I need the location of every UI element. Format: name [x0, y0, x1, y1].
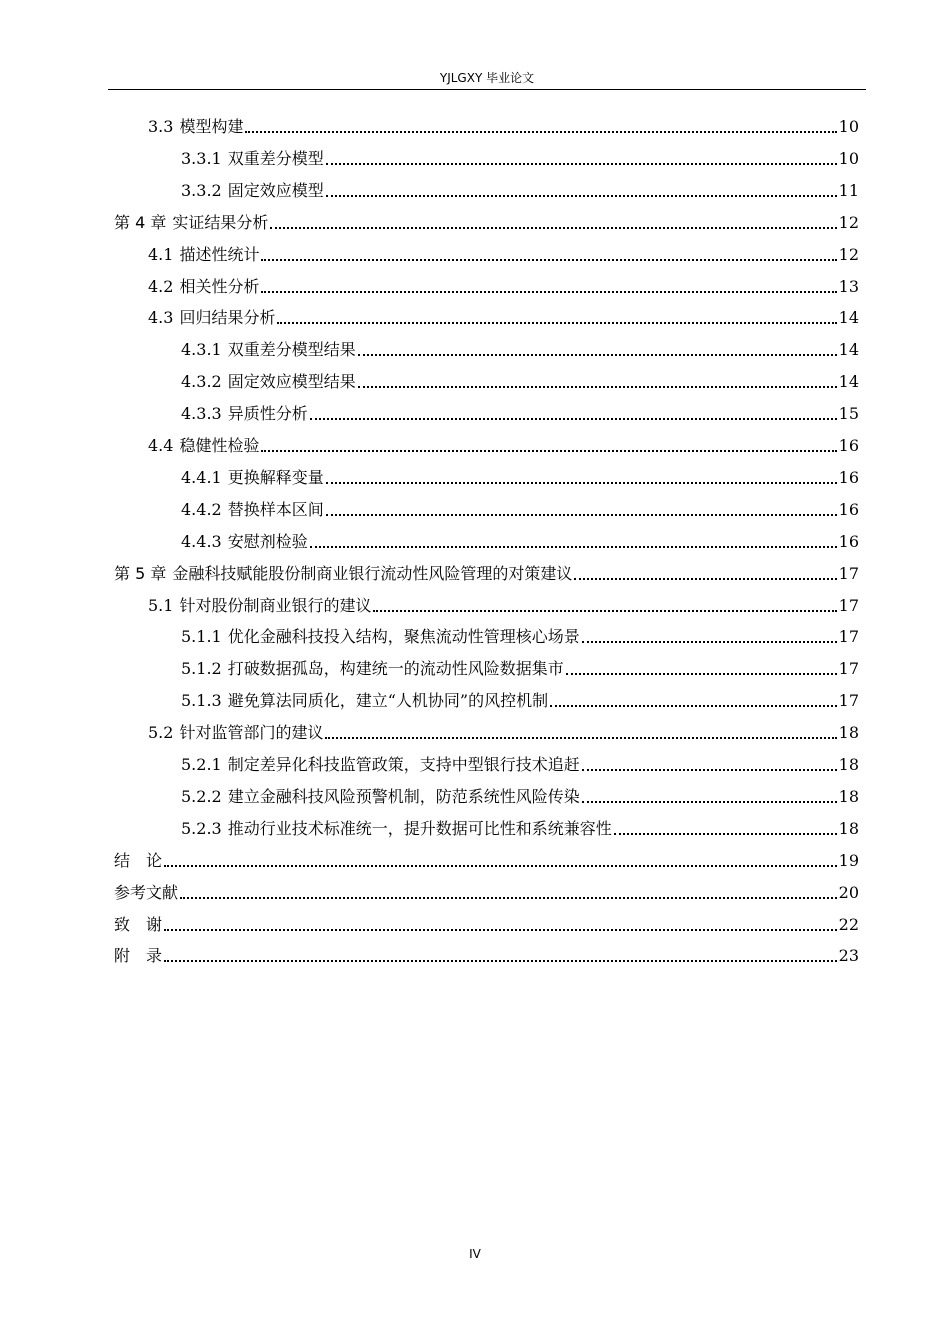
toc-entry-page: 16 [838, 531, 859, 551]
toc-entry-title: 致 谢 [114, 914, 163, 934]
toc-entry-number: 4.1 [148, 244, 174, 264]
toc-entry-title: 推动行业技术标准统一，提升数据可比性和系统兼容性 [227, 818, 612, 838]
page-header [108, 68, 866, 90]
toc-entry[interactable] [181, 370, 859, 394]
toc-entry-title: 制定差异化科技监管政策，支持中型银行技术追赶 [227, 755, 580, 774]
toc-entry-page: 17 [838, 691, 859, 711]
toc-entry[interactable] [181, 498, 859, 522]
toc-entry[interactable] [181, 147, 859, 171]
toc-entry-number: 5.1.3 [181, 691, 222, 711]
toc-entry-page: 10 [838, 117, 859, 136]
toc-leader-dots [261, 450, 836, 452]
toc-entry-title: 固定效应模型 [227, 180, 324, 200]
toc-entry[interactable] [181, 817, 859, 841]
toc-leader-dots [582, 641, 837, 643]
toc-entry-page: 18 [838, 755, 859, 774]
toc-leader-dots [373, 610, 836, 612]
toc-entry-title: 回归结果分析 [179, 308, 276, 328]
toc-entry-title: 模型构建 [179, 117, 244, 136]
toc-entry-number: 4.3.2 [181, 372, 222, 392]
toc-entry[interactable] [148, 434, 859, 458]
toc-entry-page: 15 [838, 404, 859, 424]
toc-entry[interactable] [114, 211, 859, 235]
toc-entry[interactable] [181, 530, 859, 554]
toc-entry[interactable] [181, 625, 859, 649]
toc-leader-dots [358, 386, 837, 388]
page-number: IV [469, 1247, 481, 1261]
toc-entry-number: 4.4 [148, 436, 174, 455]
toc-entry[interactable] [148, 721, 859, 745]
toc-entry-title: 打破数据孤岛，构建统一的流动性风险数据集市 [227, 659, 564, 679]
toc-entry[interactable] [181, 466, 859, 490]
toc-entry-page: 14 [838, 372, 859, 392]
toc-leader-dots [326, 514, 837, 516]
toc-entry-page: 14 [838, 308, 859, 328]
toc-entry-number: 5.2.3 [181, 818, 222, 838]
toc-leader-dots [566, 673, 837, 675]
toc-leader-dots [245, 131, 836, 133]
toc-entry-title: 稳健性检验 [179, 436, 260, 455]
toc-entry-title: 双重差分模型 [227, 148, 324, 168]
toc-entry-number: 4.4.1 [181, 467, 222, 487]
toc-leader-dots [164, 865, 837, 867]
toc-entry-title: 建立金融科技风险预警机制，防范系统性风险传染 [227, 786, 580, 806]
toc-entry-page: 18 [838, 786, 859, 806]
toc-entry-page: 18 [838, 818, 859, 838]
toc-entry-number: 4.4.3 [181, 531, 222, 551]
toc-entry[interactable] [148, 594, 859, 618]
toc-entry-number: 5.2.2 [181, 786, 222, 806]
toc-entry[interactable] [114, 881, 859, 905]
toc-entry-number: 5.1.2 [181, 659, 222, 679]
toc-leader-dots [180, 897, 837, 899]
toc-entry-number: 5.1.1 [181, 627, 222, 647]
toc-entry[interactable] [181, 753, 859, 777]
toc-entry-title: 双重差分模型结果 [227, 340, 356, 360]
toc-entry-title: 优化金融科技投入结构，聚焦流动性管理核心场景 [227, 627, 580, 647]
toc-leader-dots [277, 322, 836, 324]
toc-leader-dots [358, 354, 837, 356]
toc-entry-page: 17 [838, 595, 859, 615]
toc-entry-title: 避免算法同质化，建立“人机协同”的风控机制 [227, 691, 549, 711]
toc-entry[interactable] [181, 785, 859, 809]
toc-entry-page: 11 [838, 180, 859, 200]
toc-entry-title: 相关性分析 [179, 276, 260, 296]
toc-entry[interactable] [114, 849, 859, 873]
toc-entry-page: 13 [838, 276, 859, 296]
toc-entry-title: 异质性分析 [227, 404, 308, 424]
toc-entry-number: 4.3.3 [181, 404, 222, 424]
header-title: YJLGXY 毕业论文 [439, 71, 535, 85]
toc-leader-dots [261, 259, 836, 261]
toc-entry-title: 参考文献 [114, 882, 179, 902]
toc-entry-page: 17 [838, 659, 859, 679]
toc-entry-title: 替换样本区间 [227, 499, 324, 519]
toc-entry-title: 更换解释变量 [227, 467, 324, 487]
toc-entry-page: 12 [838, 212, 859, 232]
toc-leader-dots [326, 482, 837, 484]
toc-entry-number: 4.4.2 [181, 499, 222, 519]
toc-entry-title: 针对股份制商业银行的建议 [179, 595, 372, 615]
toc-entry-page: 19 [838, 850, 859, 870]
toc-leader-dots [614, 833, 837, 835]
toc-entry-number: 4.3 [148, 308, 174, 328]
toc-entry-title: 安慰剂检验 [227, 531, 308, 551]
toc-entry[interactable] [148, 243, 859, 267]
toc-leader-dots [582, 801, 837, 803]
toc-entry-page: 17 [838, 627, 859, 647]
toc-leader-dots [270, 227, 836, 229]
toc-entry-title: 固定效应模型结果 [227, 372, 356, 392]
toc-entry-page: 16 [838, 467, 859, 487]
toc-entry-number: 第 4 章 [114, 212, 167, 232]
toc-entry-number: 5.1 [148, 595, 174, 615]
toc-leader-dots [326, 163, 837, 165]
toc-entry-number: 3.3.2 [181, 180, 222, 200]
toc-entry-page: 16 [838, 499, 859, 519]
toc-leader-dots [574, 578, 836, 580]
toc-entry-page: 14 [838, 340, 859, 360]
toc-entry[interactable] [181, 179, 859, 203]
toc-entry-page: 23 [838, 946, 859, 966]
toc-entry[interactable] [148, 115, 859, 139]
toc-entry-number: 4.2 [148, 276, 174, 296]
toc-leader-dots [582, 769, 837, 771]
toc-entry-title: 针对监管部门的建议 [179, 723, 324, 743]
toc-entry-page: 18 [838, 723, 859, 743]
toc-entry[interactable] [181, 657, 859, 681]
toc-entry-title: 金融科技赋能股份制商业银行流动性风险管理的对策建议 [172, 563, 573, 583]
toc-entry-title: 附 录 [114, 946, 163, 966]
toc-entry[interactable] [181, 402, 859, 426]
toc-entry[interactable] [148, 275, 859, 299]
toc-entry-title: 结 论 [114, 850, 163, 870]
toc-entry-number: 4.3.1 [181, 340, 222, 360]
page-footer [0, 1247, 950, 1261]
toc-entry-page: 10 [838, 148, 859, 168]
toc-entry[interactable] [181, 689, 859, 713]
toc-leader-dots [164, 960, 837, 962]
toc-entry-number: 3.3 [148, 117, 174, 136]
toc-leader-dots [326, 195, 837, 197]
toc-entry[interactable] [114, 913, 859, 937]
toc-entry-page: 12 [838, 244, 859, 264]
toc-entry-number: 5.2.1 [181, 755, 222, 774]
toc-entry-title: 实证结果分析 [172, 212, 269, 232]
toc-leader-dots [164, 929, 837, 931]
toc-leader-dots [325, 737, 836, 739]
toc-leader-dots [310, 418, 837, 420]
toc-entry[interactable] [181, 338, 859, 362]
toc-leader-dots [310, 546, 837, 548]
toc-entry-page: 22 [838, 914, 859, 934]
toc-entry-page: 16 [838, 436, 859, 455]
toc-entry[interactable] [114, 944, 859, 968]
toc-leader-dots [550, 705, 837, 707]
toc-entry-page: 17 [838, 563, 859, 583]
toc-leader-dots [261, 291, 836, 293]
toc-entry-number: 5.2 [148, 723, 174, 743]
toc-entry[interactable] [114, 562, 859, 586]
toc-entry-number: 3.3.1 [181, 148, 222, 168]
toc-entry-page: 20 [838, 882, 859, 902]
toc-entry-number: 第 5 章 [114, 563, 167, 583]
toc-entry-title: 描述性统计 [179, 244, 260, 264]
toc-entry[interactable] [148, 306, 859, 330]
